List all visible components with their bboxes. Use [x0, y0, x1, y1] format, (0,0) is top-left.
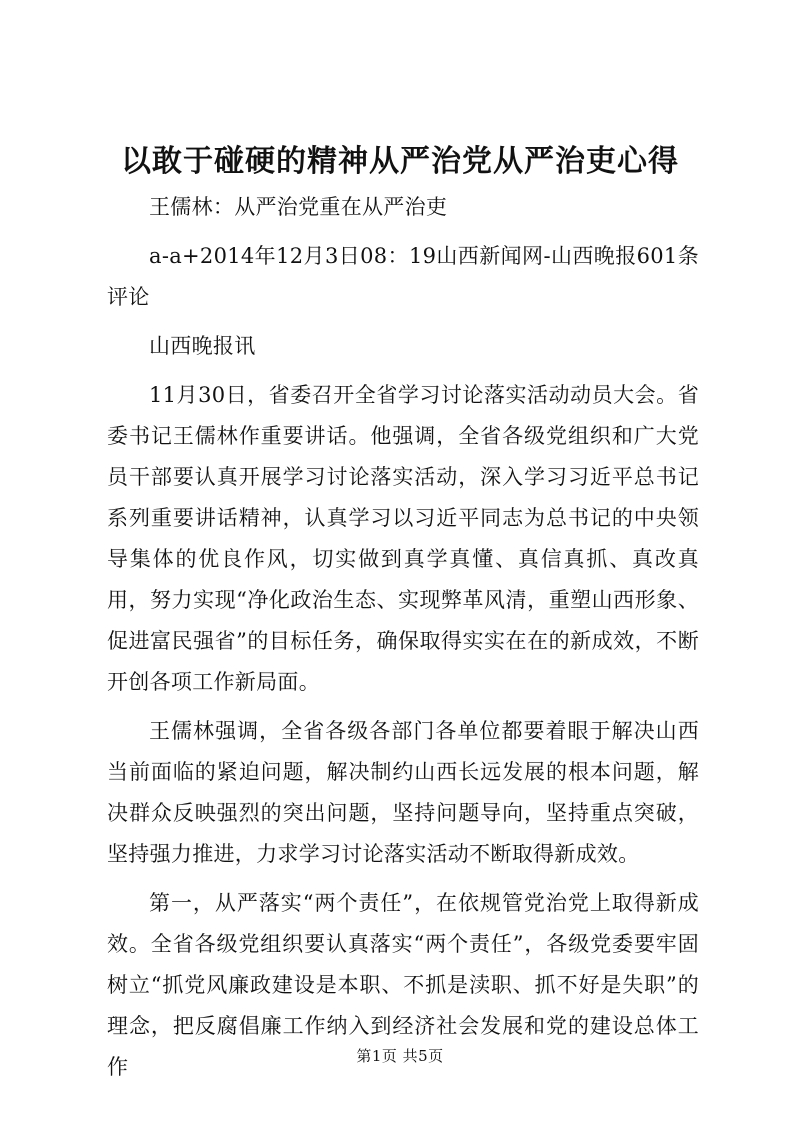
paragraph-body-3: 第一，从严落实“两个责任”，在依规管党治党上取得新成效。全省各级党组织要认真落实“两个责任”，各级党委要牢固树立“抓党风廉政建设是本职、不抓是渎职、抓不好是失职”的理念，把反腐倡廉工作纳入到经济社会发展和党的建设总体工作 [107, 891, 699, 1079]
paragraph-source-line: a-a+2014年12月3日08：19山西新闻网-山西晚报601条评论 [107, 244, 699, 309]
page-footer: 第1页 共5页 [356, 1047, 444, 1065]
document-body [107, 187, 699, 1088]
paragraph-dateline: 山西晚报讯 [149, 334, 256, 358]
paragraph-body-2: 王儒林强调，全省各级各部门各单位都要着眼于解决山西当前面临的紧迫问题，解决制约山西长远发展的根本问题，解决群众反映强烈的突出问题，坚持问题导向，坚持重点突破，坚持强力推进，力求学习讨论落实活动不断取得新成效。 [107, 719, 699, 866]
paragraph-subtitle: 王儒林：从严治党重在从严治吏 [149, 195, 448, 219]
document-title: 以敢于碰硬的精神从严治党从严治吏心得 [121, 144, 679, 179]
paragraph-body-1: 11月30日，省委召开全省学习讨论落实活动动员大会。省委书记王儒林作重要讲话。他强调，全省各级党组织和广大党员干部要认真开展学习讨论落实活动，深入学习习近平总书记系列重要讲话精神，认真学习以习近平同志为总书记的中央领导集体的优良作风，切实做到真学真懂、真信真抓、真改真用，努力实现“净化政治生态、实现弊革风清，重塑山西形象、促进富民强省”的目标任务，确保取得实实在在的新成效，不断开创各项工作新局面。 [107, 383, 699, 694]
